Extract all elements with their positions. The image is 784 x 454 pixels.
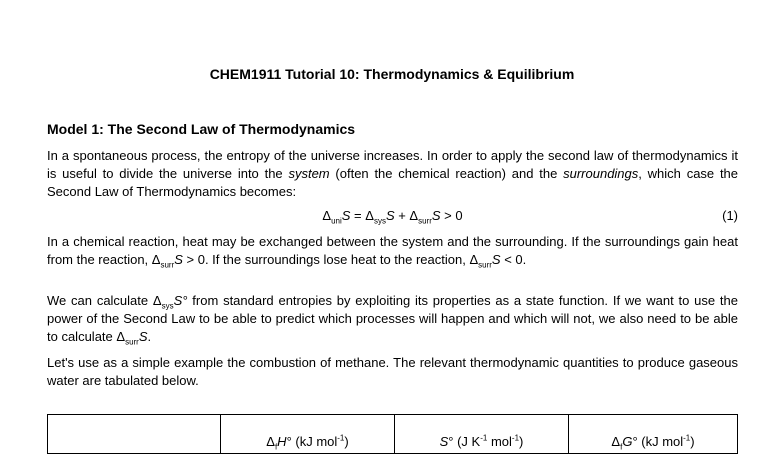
paragraph-state-function: We can calculate $\Delta_{sys}S^\circ$ from standard entropies by exploiting its properties as a state function. If we want to use the power of the Second Law to be able to predict which processes will happen and which will not, we also need to be able to calculate $\Delta_{surr}S$. xyxy=(47,293,738,347)
term-surroundings: surroundings xyxy=(563,166,639,181)
table-header-dfh: $\Delta_fH^\circ$ (kJ mol$^{-1}$) xyxy=(221,415,395,454)
term-system: system xyxy=(288,166,330,181)
paragraph-second-law: In a spontaneous process, the entropy of the universe increases. In order to apply the second law of thermodynamics it is useful to divide the universe into the system (often the chemical reaction) and the surroundings, which case the Second Law of Thermodynamics becomes: xyxy=(47,148,739,199)
equation-number: (1) xyxy=(722,208,738,223)
table-header-blank xyxy=(48,415,221,454)
table-header-row xyxy=(48,415,738,454)
thermo-table xyxy=(47,414,738,454)
section-heading: Model 1: The Second Law of Thermodynamics xyxy=(47,121,356,137)
equation-body: $\Delta_{uni}S = \Delta_{sys}S + \Delta_{surr}S > 0$ xyxy=(322,208,463,226)
paragraph-methane-example: Let's use as a simple example the combustion of methane. The relevant thermodynamic quantities to produce gaseous water are tabulated below. xyxy=(47,355,738,388)
table-header-s: S° (J $K^{-1}$ mol$^{-1}$) xyxy=(395,415,569,454)
paragraph-heat-exchange: In a chemical reaction, heat may be exchanged between the system and the surrounding. If the surroundings gain heat from the reaction, $\Delta_{surr}S > 0$. If the surroundings lose heat to the reaction, $\Delta_{surr}S < 0$. xyxy=(47,234,738,270)
table-header-dfg: $\Delta_fG^\circ$ (kJ mol$^{-1}$) xyxy=(569,415,738,454)
equation-1 xyxy=(47,207,738,225)
page-title: CHEM1911 Tutorial 10: Thermodynamics & Equilibrium xyxy=(209,66,575,82)
